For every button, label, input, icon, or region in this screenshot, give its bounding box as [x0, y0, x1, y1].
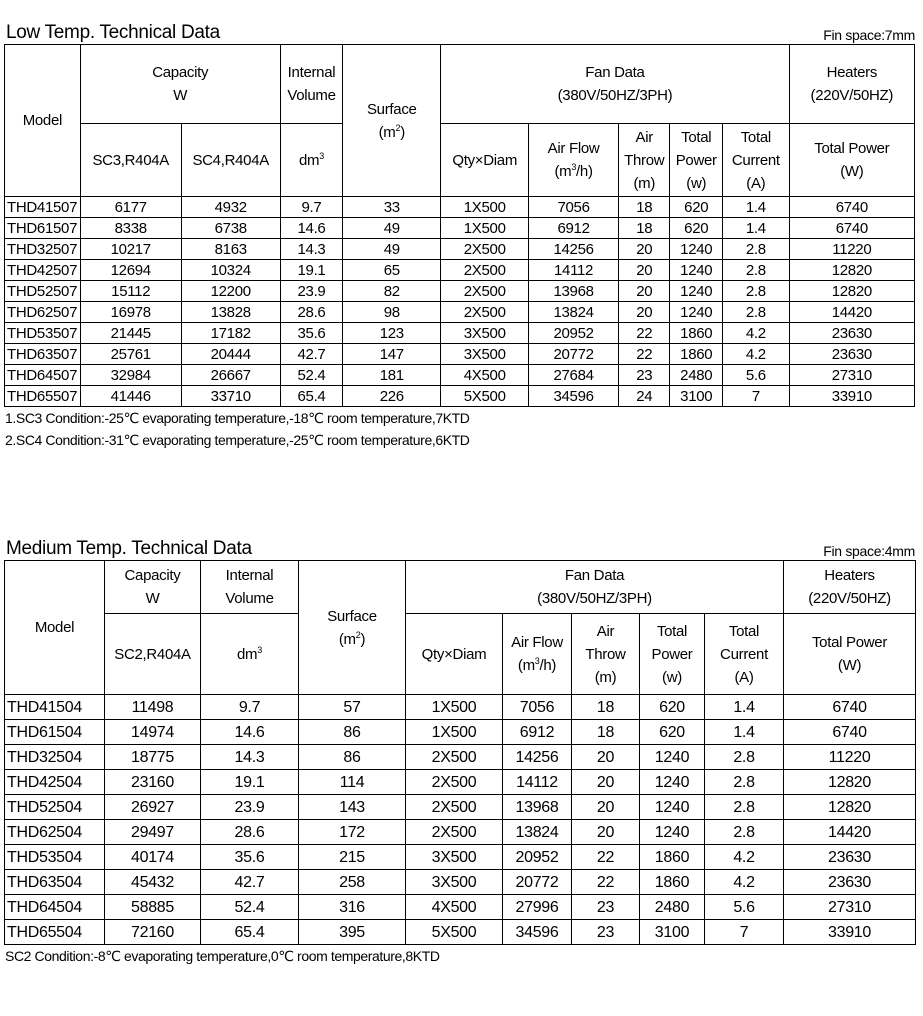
med-th-capacity: Capacity W	[105, 561, 201, 614]
table-row	[5, 920, 916, 945]
table-cell: 15112	[80, 281, 181, 302]
table-cell: 10324	[181, 260, 280, 281]
low-temp-table-body	[5, 197, 915, 407]
med-th-vol-unit: $dm^3$	[201, 614, 299, 695]
model-cell: THD42507	[5, 260, 81, 281]
table-cell: 25761	[80, 344, 181, 365]
table-row	[5, 365, 915, 386]
table-row	[5, 695, 916, 720]
table-cell: 20	[572, 770, 640, 795]
table-cell: 13828	[181, 302, 280, 323]
med-th-heater-power: Total Power (W)	[784, 614, 916, 695]
table-cell: 2.8	[705, 820, 784, 845]
table-cell: 1240	[670, 260, 723, 281]
table-cell: 3X500	[441, 323, 529, 344]
table-cell: 20	[572, 795, 640, 820]
table-cell: 18775	[105, 745, 201, 770]
table-cell: 57	[299, 695, 406, 720]
low-th-airflow: Air Flow $(m^3/h)$	[529, 124, 619, 197]
low-th-surface: Surface $(m^2)$	[343, 45, 441, 197]
model-cell: THD41507	[5, 197, 81, 218]
medium-temp-title: Medium Temp. Technical Data	[6, 538, 252, 559]
table-cell: 1860	[640, 845, 705, 870]
table-cell: 1X500	[406, 720, 503, 745]
table-cell: 20772	[529, 344, 619, 365]
table-cell: 24	[618, 386, 670, 407]
med-th-total-current: Total Current (A)	[705, 614, 784, 695]
table-cell: 28.6	[201, 820, 299, 845]
table-cell: 1.4	[705, 695, 784, 720]
table-row	[5, 895, 916, 920]
table-cell: 22	[618, 344, 670, 365]
table-cell: 2.8	[723, 239, 790, 260]
low-note-sc3: 1.SC3 Condition:-25℃ evaporating temperature,-18℃ room temperature,7KTD	[5, 410, 470, 426]
low-th-qty: Qty×Diam	[441, 124, 529, 197]
table-cell: 4.2	[723, 323, 790, 344]
table-cell: 2X500	[441, 260, 529, 281]
table-cell: 2.8	[705, 795, 784, 820]
table-cell: 14112	[503, 770, 572, 795]
table-cell: 181	[343, 365, 441, 386]
med-th-total-power: Total Power (w)	[640, 614, 705, 695]
medium-temp-table	[4, 560, 916, 945]
table-cell: 3X500	[406, 845, 503, 870]
table-cell: 5.6	[723, 365, 790, 386]
table-row	[5, 386, 915, 407]
table-cell: 11220	[789, 239, 914, 260]
table-cell: 20	[572, 745, 640, 770]
table-cell: 20952	[503, 845, 572, 870]
table-cell: 620	[640, 695, 705, 720]
model-cell: THD62504	[5, 820, 105, 845]
table-cell: 58885	[105, 895, 201, 920]
table-cell: 18	[618, 197, 670, 218]
table-cell: 22	[618, 323, 670, 344]
table-cell: 65.4	[280, 386, 343, 407]
med-th-model: Model	[5, 561, 105, 695]
table-cell: 17182	[181, 323, 280, 344]
model-cell: THD52504	[5, 795, 105, 820]
low-th-sc4: SC4,R404A	[181, 124, 280, 197]
table-cell: 2X500	[406, 745, 503, 770]
low-temp-header	[4, 22, 915, 44]
table-cell: 2.8	[723, 260, 790, 281]
table-cell: 20	[618, 302, 670, 323]
model-cell: THD65504	[5, 920, 105, 945]
table-cell: 1240	[670, 239, 723, 260]
table-cell: 13824	[529, 302, 619, 323]
table-row	[5, 795, 916, 820]
low-th-vol-unit: $dm^3$	[280, 124, 343, 197]
med-th-sc2: SC2,R404A	[105, 614, 201, 695]
table-cell: 1X500	[441, 197, 529, 218]
model-cell: THD64507	[5, 365, 81, 386]
table-cell: 11498	[105, 695, 201, 720]
table-cell: 6912	[529, 218, 619, 239]
table-cell: 23630	[789, 323, 914, 344]
table-cell: 86	[299, 745, 406, 770]
table-cell: 215	[299, 845, 406, 870]
table-cell: 2.8	[705, 745, 784, 770]
table-cell: 18	[572, 695, 640, 720]
table-cell: 20	[618, 239, 670, 260]
table-cell: 4X500	[441, 365, 529, 386]
table-cell: 72160	[105, 920, 201, 945]
table-row	[5, 197, 915, 218]
table-cell: 620	[670, 218, 723, 239]
table-cell: 1860	[670, 323, 723, 344]
table-cell: 2X500	[441, 281, 529, 302]
table-cell: 14256	[529, 239, 619, 260]
table-cell: 1X500	[441, 218, 529, 239]
table-cell: 6738	[181, 218, 280, 239]
table-cell: 19.1	[280, 260, 343, 281]
table-cell: 4.2	[723, 344, 790, 365]
model-cell: THD61504	[5, 720, 105, 745]
table-cell: 1240	[670, 302, 723, 323]
table-cell: 14112	[529, 260, 619, 281]
model-cell: THD62507	[5, 302, 81, 323]
table-row	[5, 870, 916, 895]
model-cell: THD61507	[5, 218, 81, 239]
table-cell: 1240	[670, 281, 723, 302]
table-cell: 3100	[670, 386, 723, 407]
med-th-throw: Air Throw (m)	[572, 614, 640, 695]
low-temp-title: Low Temp. Technical Data	[6, 22, 220, 43]
medium-fin-space: Fin space:4mm	[823, 543, 915, 559]
table-cell: 21445	[80, 323, 181, 344]
table-cell: 14.3	[201, 745, 299, 770]
table-cell: 1240	[640, 795, 705, 820]
table-cell: 2X500	[441, 302, 529, 323]
table-cell: 1.4	[705, 720, 784, 745]
table-cell: 147	[343, 344, 441, 365]
table-row	[5, 239, 915, 260]
table-cell: 23630	[789, 344, 914, 365]
table-cell: 258	[299, 870, 406, 895]
table-cell: 49	[343, 239, 441, 260]
table-cell: 620	[640, 720, 705, 745]
table-row	[5, 281, 915, 302]
med-th-qty: Qty×Diam	[406, 614, 503, 695]
table-cell: 27310	[789, 365, 914, 386]
table-cell: 20	[572, 820, 640, 845]
table-cell: 395	[299, 920, 406, 945]
table-row	[5, 770, 916, 795]
table-row	[5, 302, 915, 323]
table-cell: 2X500	[441, 239, 529, 260]
table-cell: 22	[572, 870, 640, 895]
table-cell: 2X500	[406, 795, 503, 820]
table-cell: 5X500	[406, 920, 503, 945]
table-cell: 33	[343, 197, 441, 218]
table-cell: 1240	[640, 820, 705, 845]
model-cell: THD63504	[5, 870, 105, 895]
table-cell: 1240	[640, 770, 705, 795]
table-cell: 2480	[670, 365, 723, 386]
table-cell: 32984	[80, 365, 181, 386]
table-cell: 26667	[181, 365, 280, 386]
table-cell: 23630	[784, 845, 916, 870]
low-th-total-power: Total Power (w)	[670, 124, 723, 197]
table-cell: 34596	[529, 386, 619, 407]
table-cell: 11220	[784, 745, 916, 770]
table-cell: 6740	[784, 720, 916, 745]
table-cell: 23.9	[280, 281, 343, 302]
table-cell: 14420	[784, 820, 916, 845]
low-th-total-current: Total Current (A)	[723, 124, 790, 197]
table-row	[5, 218, 915, 239]
table-cell: 2X500	[406, 820, 503, 845]
table-cell: 45432	[105, 870, 201, 895]
table-cell: 35.6	[201, 845, 299, 870]
table-cell: 27996	[503, 895, 572, 920]
table-cell: 42.7	[280, 344, 343, 365]
model-cell: THD42504	[5, 770, 105, 795]
table-cell: 6912	[503, 720, 572, 745]
table-row	[5, 820, 916, 845]
medium-temp-table-body	[5, 695, 916, 945]
table-cell: 86	[299, 720, 406, 745]
table-cell: 23.9	[201, 795, 299, 820]
table-cell: 27310	[784, 895, 916, 920]
table-row	[5, 745, 916, 770]
table-cell: 7056	[529, 197, 619, 218]
table-cell: 2480	[640, 895, 705, 920]
table-cell: 41446	[80, 386, 181, 407]
medium-note-sc2: SC2 Condition:-8℃ evaporating temperature,0℃ room temperature,8KTD	[5, 948, 440, 964]
table-cell: 2X500	[406, 770, 503, 795]
med-th-fan-data: Fan Data (380V/50HZ/3PH)	[406, 561, 784, 614]
low-note-sc4: 2.SC4 Condition:-31℃ evaporating temperature,-25℃ room temperature,6KTD	[5, 432, 470, 448]
med-th-airflow: Air Flow $(m^3/h)$	[503, 614, 572, 695]
table-cell: 1860	[670, 344, 723, 365]
low-temp-table	[4, 44, 915, 407]
table-cell: 1.4	[723, 197, 790, 218]
table-cell: 14974	[105, 720, 201, 745]
table-cell: 23160	[105, 770, 201, 795]
table-cell: 2.8	[723, 302, 790, 323]
table-cell: 40174	[105, 845, 201, 870]
table-cell: 34596	[503, 920, 572, 945]
table-cell: 4.2	[705, 845, 784, 870]
table-cell: 52.4	[280, 365, 343, 386]
table-cell: 33710	[181, 386, 280, 407]
table-row	[5, 845, 916, 870]
table-cell: 20444	[181, 344, 280, 365]
table-cell: 6740	[784, 695, 916, 720]
model-cell: THD53504	[5, 845, 105, 870]
table-cell: 98	[343, 302, 441, 323]
table-cell: 316	[299, 895, 406, 920]
med-th-surface: Surface $(m^2)$	[299, 561, 406, 695]
model-cell: THD41504	[5, 695, 105, 720]
table-cell: 16978	[80, 302, 181, 323]
table-cell: 18	[618, 218, 670, 239]
table-cell: 52.4	[201, 895, 299, 920]
table-cell: 18	[572, 720, 640, 745]
table-cell: 1.4	[723, 218, 790, 239]
table-cell: 14256	[503, 745, 572, 770]
table-cell: 9.7	[280, 197, 343, 218]
table-cell: 2.8	[705, 770, 784, 795]
table-cell: 65.4	[201, 920, 299, 945]
table-cell: 65	[343, 260, 441, 281]
table-cell: 33910	[784, 920, 916, 945]
table-cell: 13824	[503, 820, 572, 845]
med-th-heaters: Heaters (220V/50HZ)	[784, 561, 916, 614]
table-cell: 13968	[503, 795, 572, 820]
table-cell: 8338	[80, 218, 181, 239]
med-th-volume: Internal Volume	[201, 561, 299, 614]
table-cell: 123	[343, 323, 441, 344]
table-cell: 14.3	[280, 239, 343, 260]
table-cell: 12820	[789, 281, 914, 302]
table-cell: 20952	[529, 323, 619, 344]
table-cell: 22	[572, 845, 640, 870]
table-cell: 29497	[105, 820, 201, 845]
table-cell: 33910	[789, 386, 914, 407]
table-cell: 114	[299, 770, 406, 795]
table-cell: 4X500	[406, 895, 503, 920]
low-th-volume: Internal Volume	[280, 45, 343, 124]
table-cell: 49	[343, 218, 441, 239]
table-cell: 10217	[80, 239, 181, 260]
low-fin-space: Fin space:7mm	[823, 27, 915, 43]
table-cell: 1240	[640, 745, 705, 770]
table-cell: 82	[343, 281, 441, 302]
table-cell: 172	[299, 820, 406, 845]
table-cell: 4932	[181, 197, 280, 218]
table-cell: 14.6	[201, 720, 299, 745]
table-cell: 6740	[789, 218, 914, 239]
table-cell: 7	[705, 920, 784, 945]
table-cell: 28.6	[280, 302, 343, 323]
model-cell: THD64504	[5, 895, 105, 920]
table-cell: 14.6	[280, 218, 343, 239]
table-cell: 42.7	[201, 870, 299, 895]
low-th-model: Model	[5, 45, 81, 197]
table-cell: 14420	[789, 302, 914, 323]
table-cell: 8163	[181, 239, 280, 260]
model-cell: THD65507	[5, 386, 81, 407]
table-cell: 27684	[529, 365, 619, 386]
table-row	[5, 323, 915, 344]
low-th-heater-power: Total Power (W)	[789, 124, 914, 197]
table-cell: 7056	[503, 695, 572, 720]
table-cell: 1860	[640, 870, 705, 895]
low-th-capacity: Capacity W	[80, 45, 280, 124]
table-cell: 23	[618, 365, 670, 386]
table-cell: 13968	[529, 281, 619, 302]
model-cell: THD32504	[5, 745, 105, 770]
table-cell: 12820	[789, 260, 914, 281]
model-cell: THD53507	[5, 323, 81, 344]
table-cell: 23630	[784, 870, 916, 895]
table-cell: 3X500	[441, 344, 529, 365]
table-cell: 6177	[80, 197, 181, 218]
low-th-fan-data: Fan Data (380V/50HZ/3PH)	[441, 45, 789, 124]
table-row	[5, 344, 915, 365]
table-cell: 12200	[181, 281, 280, 302]
table-cell: 19.1	[201, 770, 299, 795]
table-cell: 12694	[80, 260, 181, 281]
table-row	[5, 260, 915, 281]
table-cell: 9.7	[201, 695, 299, 720]
table-cell: 5.6	[705, 895, 784, 920]
table-cell: 35.6	[280, 323, 343, 344]
low-th-heaters: Heaters (220V/50HZ)	[789, 45, 914, 124]
table-cell: 1X500	[406, 695, 503, 720]
table-cell: 143	[299, 795, 406, 820]
table-row	[5, 720, 916, 745]
table-cell: 12820	[784, 770, 916, 795]
table-cell: 620	[670, 197, 723, 218]
model-cell: THD32507	[5, 239, 81, 260]
table-cell: 26927	[105, 795, 201, 820]
table-cell: 23	[572, 895, 640, 920]
low-temp-section	[4, 22, 915, 451]
table-cell: 226	[343, 386, 441, 407]
medium-temp-header	[4, 538, 915, 560]
table-cell: 3100	[640, 920, 705, 945]
low-th-throw: Air Throw (m)	[618, 124, 670, 197]
medium-temp-section	[4, 538, 915, 967]
table-cell: 2.8	[723, 281, 790, 302]
table-cell: 12820	[784, 795, 916, 820]
table-cell: 4.2	[705, 870, 784, 895]
table-cell: 5X500	[441, 386, 529, 407]
table-cell: 23	[572, 920, 640, 945]
model-cell: THD52507	[5, 281, 81, 302]
table-cell: 7	[723, 386, 790, 407]
model-cell: THD63507	[5, 344, 81, 365]
table-cell: 20772	[503, 870, 572, 895]
low-th-sc3: SC3,R404A	[80, 124, 181, 197]
table-cell: 20	[618, 260, 670, 281]
table-cell: 3X500	[406, 870, 503, 895]
table-cell: 6740	[789, 197, 914, 218]
table-cell: 20	[618, 281, 670, 302]
